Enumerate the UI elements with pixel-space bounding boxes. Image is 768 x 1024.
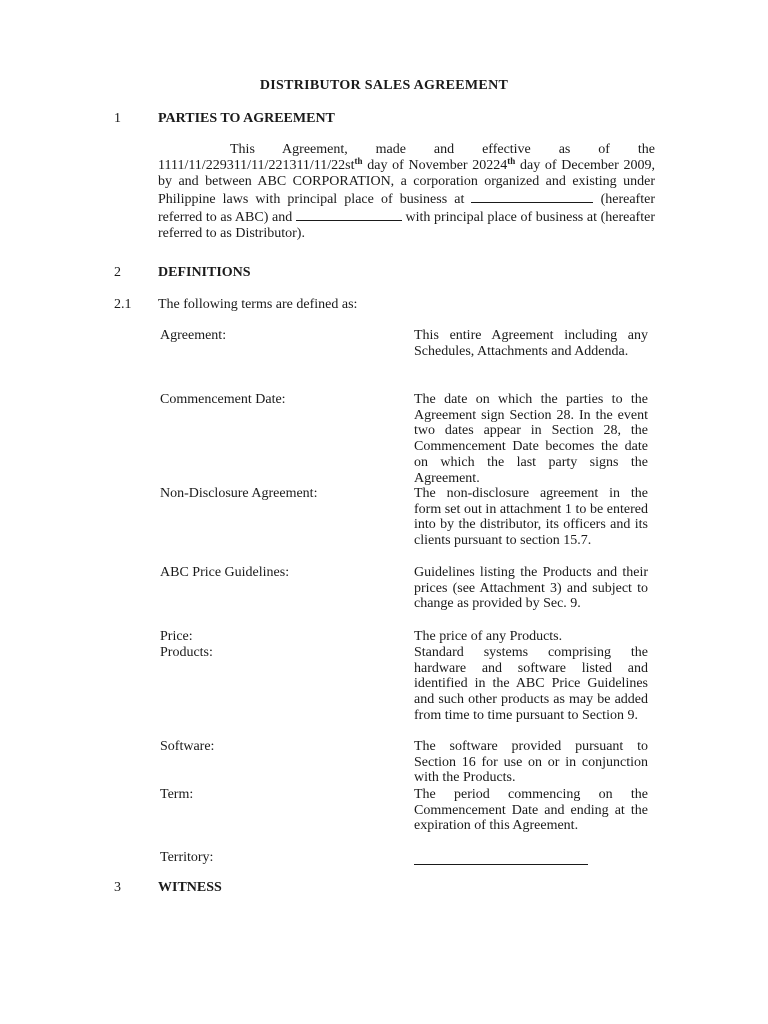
parties-text-b: day of November 20224	[362, 158, 508, 173]
parties-text-d: (hereafter referred to as ABC) and	[158, 192, 655, 225]
superscript-th-2: th	[507, 156, 516, 166]
definition-meaning: The date on which the parties to the Agreement sign Section 28. In the event two dates appear in Section 28, the Commencement Date becomes the date on which the last party signs the Agreement.	[414, 392, 648, 486]
definition-meaning: Guidelines listing the Products and their prices (see Attachment 3) and subject to change as provided by Sec. 9.	[414, 565, 648, 612]
definition-meaning: The non-disclosure agreement in the form set out in attachment 1 to be entered into by the distributor, its officers and its clients pursuant to section 15.7.	[414, 486, 648, 549]
section-title: WITNESS	[158, 880, 222, 895]
definition-meaning: This entire Agreement including any Schedules, Attachments and Addenda.	[414, 328, 648, 359]
blank-line-distributor	[296, 208, 402, 221]
section-2-heading	[114, 265, 674, 281]
territory-blank-line	[414, 850, 588, 865]
section-title: PARTIES TO AGREEMENT	[158, 111, 335, 126]
section-number: 1	[114, 111, 121, 126]
definition-term: Territory:	[160, 850, 214, 865]
section-3-heading	[114, 880, 674, 896]
parties-text-e: with principal place of business at (hereafter referred to as Distributor).	[158, 210, 655, 241]
definition-meaning: The software provided pursuant to Section 16 for use on or in conjunction with the Products.	[414, 739, 648, 786]
blank-line-address	[471, 190, 593, 203]
subsection-number: 2.1	[114, 297, 132, 312]
section-number: 3	[114, 880, 121, 895]
definition-term: Non-Disclosure Agreement:	[160, 486, 318, 501]
definition-term: Agreement:	[160, 328, 227, 343]
subsection-2-1	[114, 297, 674, 313]
parties-text-c: day of December 2009, by and between ABC CORPORATION, a corporation organized and existing under Philippine laws with principal place of business at	[158, 158, 655, 207]
definition-meaning-blank	[414, 850, 648, 865]
definition-term: Software:	[160, 739, 215, 754]
definition-meaning: The period commencing on the Commencement Date and ending at the expiration of this Agreement.	[414, 787, 648, 834]
definition-term: Products:	[160, 645, 213, 660]
parties-text-a: This Agreement, made and effective as of the 1111/11/229311/11/221311/11/22st	[158, 142, 655, 173]
subsection-text: The following terms are defined as:	[158, 297, 358, 312]
definition-meaning: The price of any Products.	[414, 629, 563, 644]
definition-term: Price:	[160, 629, 193, 644]
section-title: DEFINITIONS	[158, 265, 251, 280]
definition-meaning: Standard systems comprising the hardware and software listed and identified in the ABC Price Guidelines and such other products as may be added from time to time pursuant to Section 9.	[414, 645, 648, 723]
definition-term: ABC Price Guidelines:	[160, 565, 290, 580]
superscript-th-1: th	[354, 156, 363, 166]
section-number: 2	[114, 265, 121, 280]
document-title: DISTRIBUTOR SALES AGREEMENT	[259, 78, 509, 93]
parties-paragraph	[158, 142, 655, 242]
section-1-heading	[114, 111, 674, 127]
definition-term: Commencement Date:	[160, 392, 286, 407]
definition-term: Term:	[160, 787, 194, 802]
